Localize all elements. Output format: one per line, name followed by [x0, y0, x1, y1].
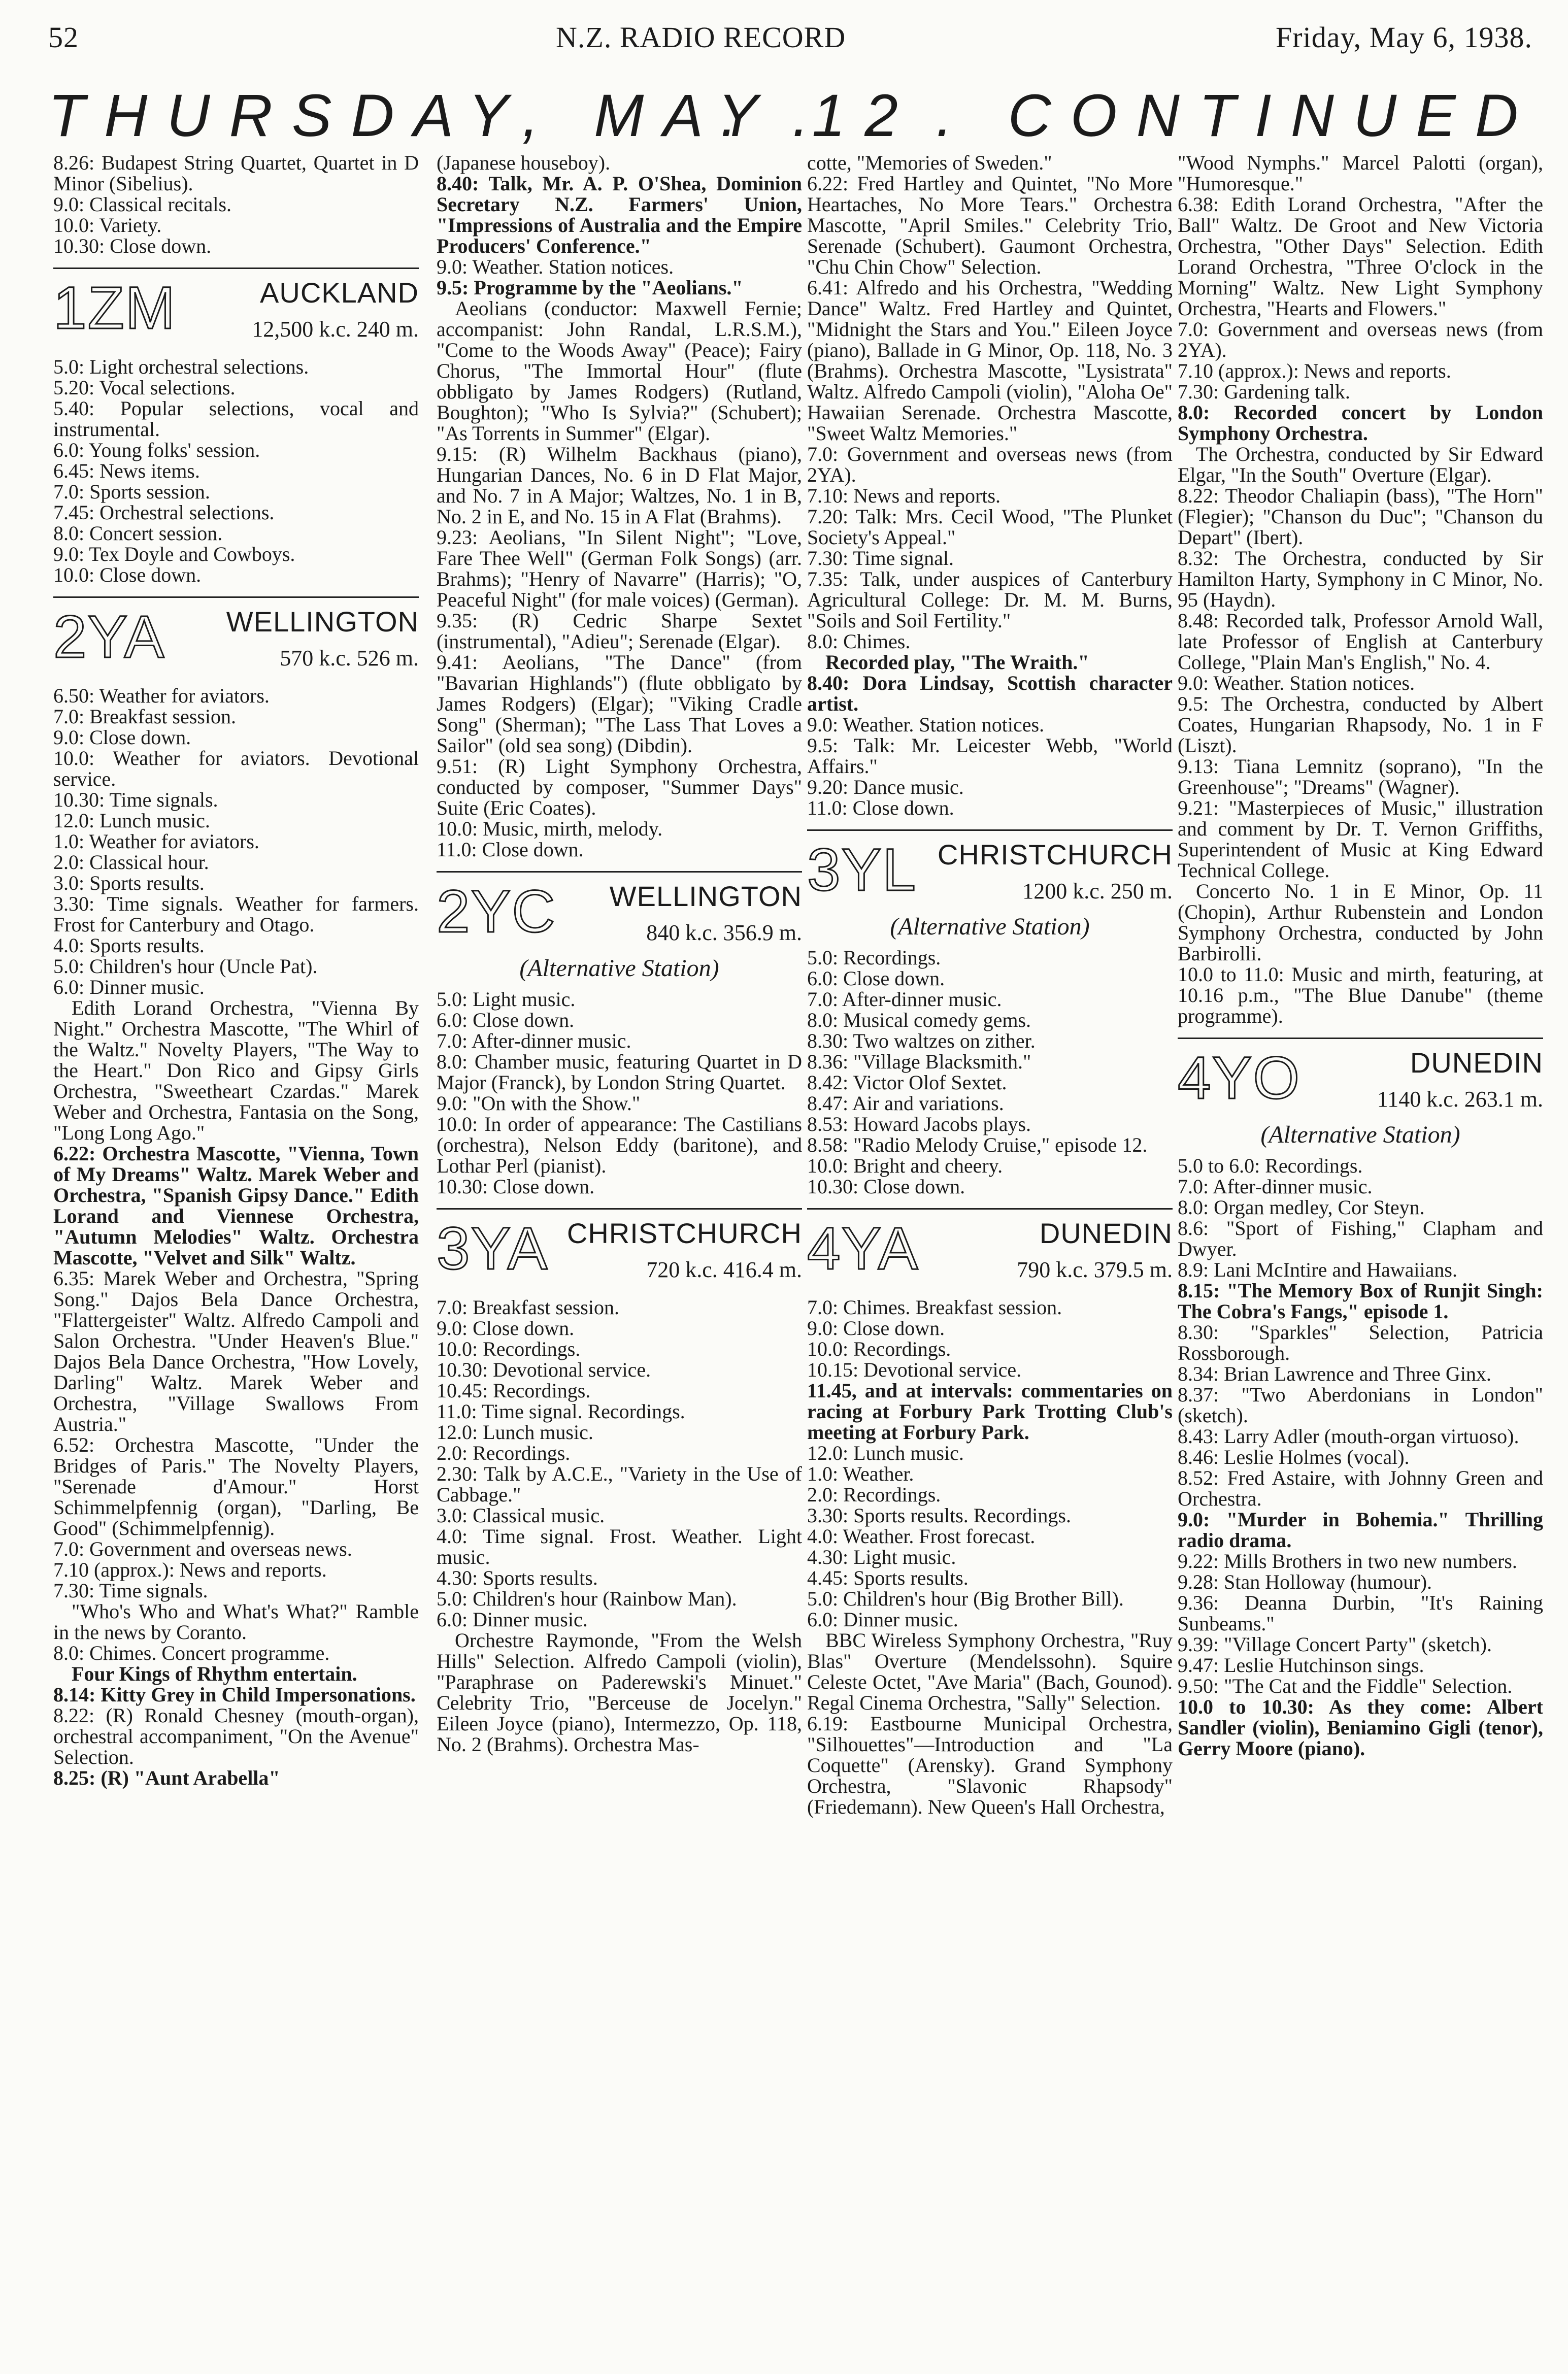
listing-item: 11.0: Close down.	[807, 796, 954, 819]
listing-item: 3.30: Time signals. Weather for farmers. Frost for Canterbury and Otago.	[53, 892, 419, 936]
listing-item: 10.0: Recordings.	[807, 1338, 951, 1360]
listing-item: 7.30: Gardening talk.	[1178, 380, 1350, 403]
listing-item: 9.0: Close down.	[53, 726, 191, 749]
listing-item: 9.0: Tex Doyle and Cowboys.	[53, 543, 295, 565]
listing-item: 8.43: Larry Adler (mouth-organ virtuoso).	[1178, 1425, 1519, 1448]
listing-item: 10.0: Weather for aviators. Devotional service.	[53, 747, 419, 790]
listing-item: 9.28: Stan Holloway (humour).	[1178, 1570, 1432, 1593]
station-city: AUCKLAND	[260, 277, 419, 309]
listing-item: 7.0: Breakfast session.	[53, 705, 236, 728]
listing-item: 6.50: Weather for aviators.	[53, 684, 270, 707]
listing-item: 9.20: Dance music.	[807, 776, 964, 798]
station-frequency: 12,500 k.c. 240 m.	[252, 317, 419, 342]
listing-item: 8.0: Chimes.	[807, 630, 911, 653]
listing-item: 6.0: Dinner music.	[807, 1608, 958, 1631]
listing-item: 5.0: Light music.	[437, 988, 576, 1011]
listing-item: 12.0: Lunch music.	[807, 1442, 964, 1464]
station-callsign: 3YL	[807, 837, 917, 904]
listing-item: 8.0: Musical comedy gems.	[807, 1009, 1031, 1031]
listing-item: 8.58: "Radio Melody Cruise," episode 12.	[807, 1133, 1148, 1156]
listing-item: 5.40: Popular selections, vocal and instrumental.	[53, 397, 419, 441]
listing-item: 7.30: Time signals.	[53, 1579, 208, 1602]
listing-item: 10.0 to 11.0: Music and mirth, featuring, at 10.16 p.m., "The Blue Danube" (theme programme).	[1178, 963, 1543, 1027]
listing-item: 8.47: Air and variations.	[807, 1092, 1004, 1115]
listing-item: 2.0: Classical hour.	[53, 851, 209, 874]
station-callsign: 2YC	[437, 878, 556, 945]
station-frequency: 570 k.c. 526 m.	[280, 646, 419, 671]
listing-item: 5.0: Recordings.	[807, 946, 941, 969]
station-header-1zm	[53, 268, 419, 349]
listing-item: 8.15: "The Memory Box of Runjit Singh: The Cobra's Fangs," episode 1.	[1178, 1279, 1543, 1323]
station-callsign: 4YA	[807, 1215, 919, 1282]
station-callsign: 3YA	[437, 1215, 549, 1282]
listing-item: 5.0: Children's hour (Rainbow Man).	[437, 1587, 737, 1610]
listing-item: 9.47: Leslie Hutchinson sings.	[1178, 1654, 1424, 1677]
listing-detail: Four Kings of Rhythm entertain.	[72, 1662, 357, 1685]
station-city: CHRISTCHURCH	[937, 839, 1173, 871]
listing-item: 9.36: Deanna Durbin, "It's Raining Sunbeams."	[1178, 1591, 1543, 1635]
listing-item: 9.35: (R) Cedric Sharpe Sextet (instrumental), "Adieu"; Serenade (Elgar).	[437, 609, 802, 653]
listing-item: 7.10 (approx.): News and reports.	[1178, 359, 1451, 382]
listing-item: 8.53: Howard Jacobs plays.	[807, 1113, 1031, 1135]
listing-item: 5.0: Light orchestral selections.	[53, 355, 309, 378]
listing-item: 9.50: "The Cat and the Fiddle" Selection.	[1178, 1675, 1513, 1697]
listing-item: 9.0: Weather. Station notices.	[1178, 672, 1415, 694]
dinner-music-details: Edith Lorand Orchestra, "Vienna By Night." Orchestra Mascotte, "The Whirl of the Waltz." Novelty Players, "The Way to the Heart." Don Rico and Gipsy Girls Orchestra, "Sweetheart Czardas." Marek Weber and Orchestra, Fantasia on the Song, "Long Long Ago."	[53, 996, 419, 1144]
day-heading	[48, 81, 1538, 147]
listing-item: 4.45: Sports results.	[807, 1566, 969, 1589]
station-header-2yc	[437, 871, 802, 953]
listing-item: 4.30: Sports results.	[437, 1566, 598, 1589]
masthead: N.Z. RADIO RECORD	[556, 21, 846, 54]
listing-item: 9.22: Mills Brothers in two new numbers.	[1178, 1550, 1517, 1573]
alternative-station-note: (Alternative Station)	[890, 913, 1090, 940]
listing-item: 9.13: Tiana Lemnitz (soprano), "In the Greenhouse"; "Dreams" (Wagner).	[1178, 755, 1543, 798]
station-city: DUNEDIN	[1410, 1047, 1543, 1079]
listing-item: 10.30: Devotional service.	[437, 1358, 651, 1381]
station-city: DUNEDIN	[1039, 1217, 1173, 1249]
column-2	[437, 152, 802, 1755]
station-header-3ya	[437, 1208, 802, 1290]
listing-item: 2.0: Recordings.	[807, 1483, 941, 1506]
listing-item: 8.34: Brian Lawrence and Three Ginx.	[1178, 1362, 1491, 1385]
listing-item: 9.39: "Village Concert Party" (sketch).	[1178, 1633, 1492, 1656]
listing-item: 6.0: Close down.	[437, 1009, 575, 1031]
listing-item: 10.0: In order of appearance: The Castilians (orchestra), Nelson Eddy (baritone), and Lothar Perl (pianist).	[437, 1113, 802, 1177]
listing-item: 8.22: (R) Ronald Chesney (mouth-organ), orchestral accompaniment, "On the Avenue" Selection.	[53, 1704, 419, 1768]
listing-item: 11.0: Time signal. Recordings.	[437, 1400, 685, 1423]
listing-item: 7.0: After-dinner music.	[807, 988, 1002, 1011]
listing-detail: "Who's Who and What's What?" Ramble in the news by Coranto.	[53, 1600, 419, 1644]
listing-item: 9.0: Weather. Station notices.	[437, 255, 674, 278]
listing-item: 8.36: "Village Blacksmith."	[807, 1050, 1031, 1073]
station-frequency: 1140 k.c. 263.1 m.	[1377, 1087, 1543, 1112]
day-heading-right: . . . . CONTINUED	[720, 82, 1538, 149]
listing-item: 9.0: Weather. Station notices.	[807, 713, 1045, 736]
listing-item: 10.0: Close down.	[53, 563, 202, 586]
listing-item: 5.20: Vocal selections.	[53, 376, 236, 399]
listing-item: 9.23: Aeolians, "In Silent Night"; "Love, Fare Thee Well" (German Folk Songs) (arr. Brahms); "Henry of Navarre" (Harris); "O, Peaceful Night" (for male voices) (German).	[437, 526, 802, 611]
station-header-4yo	[1178, 1038, 1543, 1119]
listing-item: 8.26: Budapest String Quartet, Quartet in D Minor (Sibelius).	[53, 151, 419, 195]
listing-item: 7.10 (approx.): News and reports.	[53, 1558, 327, 1581]
listing-item: 2.30: Talk by A.C.E., "Variety in the Use of Cabbage."	[437, 1462, 802, 1506]
dinner-music-details: BBC Wireless Symphony Orchestra, "Ruy Blas" Overture (Mendelssohn). Squire Celeste Octet, "Ave Maria" (Bach, Gounod). Regal Cinema Orchestra, "Sally" Selection.	[807, 1629, 1173, 1714]
listing-item: 8.22: Theodor Chaliapin (bass), "The Horn" (Flegier); "Chanson du Duc"; "Chanson du Depart" (Ibert).	[1178, 484, 1543, 549]
listing-item: 8.32: The Orchestra, conducted by Sir Hamilton Harty, Symphony in C Minor, No. 95 (Haydn).	[1178, 547, 1543, 611]
listing-item: 6.19: Eastbourne Municipal Orchestra, "Silhouettes"—Introduction and "La Coquette" (Arensky). Grand Symphony Orchestra, "Slavonic Rhapsody" (Friedemann). New Queen's Hall Orchestra,	[807, 1712, 1173, 1818]
station-header-2ya	[53, 596, 419, 678]
listing-item: 6.35: Marek Weber and Orchestra, "Spring Song." Dajos Bela Dance Orchestra, "Flattergeister" Waltz. Alfredo Campoli and Salon Orchestra. "Under Heaven's Blue." Dajos Bela Dance Orchestra, "How Lovely, Darling" Waltz. Marek Weber and Orchestra, "Village Swallows From Austria."	[53, 1267, 419, 1435]
listing-item: 6.0: Dinner music.	[437, 1608, 588, 1631]
listing-item: 12.0: Lunch music.	[437, 1421, 593, 1444]
listing-item: 6.41: Alfredo and his Orchestra, "Wedding Dance" Waltz. Fred Hartley and Quintet, "Midnight the Stars and You." Eileen Joyce (piano), Ballade in G Minor, Op. 118, No. 3 (Brahms). Orchestra Mascotte, "Lysistrata" Waltz. Alfredo Campoli (violin), "Aloha Oe" Hawaiian Serenade. Orchestra Mascotte, "Sweet Waltz Memories."	[807, 276, 1173, 445]
station-city: WELLINGTON	[226, 606, 419, 638]
station-callsign: 2YA	[53, 604, 165, 671]
listing-item: 9.15: (R) Wilhelm Backhaus (piano), Hungarian Dances, No. 6 in D Flat Major, and No. 7 in A Major; Waltzes, No. 1 in B, No. 2 in E, and No. 15 in A Flat (Brahms).	[437, 443, 802, 528]
listing-item: 8.37: "Two Aberdonians in London" (sketch).	[1178, 1383, 1543, 1427]
listing-item: 7.0: Breakfast session.	[437, 1296, 619, 1319]
listing-item: 9.0: "Murder in Bohemia." Thrilling radio drama.	[1178, 1508, 1543, 1552]
listing-item: 7.0: Government and overseas news.	[53, 1537, 352, 1560]
listing-item: 6.0: Dinner music.	[53, 976, 205, 998]
listing-item: 9.51: (R) Light Symphony Orchestra, conducted by composer, "Summer Days" Suite (Eric Coates).	[437, 755, 802, 819]
listing-item: 10.0: Music, mirth, melody.	[437, 817, 663, 840]
listing-detail: Concerto No. 1 in E Minor, Op. 11 (Chopin), Arthur Rubenstein and London Symphony Orchestra, conducted by John Barbirolli.	[1178, 880, 1543, 965]
listing-item: 9.5: The Orchestra, conducted by Albert Coates, Hungarian Rhapsody, No. 1 in F (Liszt).	[1178, 692, 1543, 757]
listing-item: 8.0: Organ medley, Cor Steyn.	[1178, 1196, 1425, 1219]
listing-item: 9.5: Talk: Mr. Leicester Webb, "World Affairs."	[807, 734, 1173, 778]
listing-item: 7.0: After-dinner music.	[437, 1029, 631, 1052]
listing-item: 12.0: Lunch music.	[53, 809, 210, 832]
listing-item: 8.48: Recorded talk, Professor Arnold Wall, late Professor of English at Canterbury College, "Plain Man's English," No. 4.	[1178, 609, 1543, 674]
day-heading-left: THURSDAY, MAY 12	[48, 82, 917, 149]
listing-item: 8.0: Recorded concert by London Symphony Orchestra.	[1178, 401, 1543, 445]
listing-item: 7.30: Time signal.	[807, 547, 954, 570]
listing-item: 10.0: Variety.	[53, 214, 162, 237]
listing-item: 5.0 to 6.0: Recordings.	[1178, 1154, 1363, 1177]
listing-item: 7.35: Talk, under auspices of Canterbury Agricultural College: Dr. M. M. Burns, "Soils and Soil Fertility."	[807, 567, 1173, 632]
listing-item: 4.0: Weather. Frost forecast.	[807, 1525, 1036, 1548]
listing-item: 4.0: Sports results.	[53, 934, 205, 957]
listing-item: 10.30: Time signals.	[53, 788, 218, 811]
listing-item: 10.45: Recordings.	[437, 1379, 591, 1402]
listing-item: 10.0: Bright and cheery.	[807, 1154, 1003, 1177]
station-callsign: 4YO	[1178, 1045, 1301, 1112]
listing-item: 8.40: Talk, Mr. A. P. O'Shea, Dominion Secretary N.Z. Farmers' Union, "Impressions of Australia and the Empire Producers' Conference."	[437, 172, 802, 257]
listing-item: 8.6: "Sport of Fishing," Clapham and Dwyer.	[1178, 1217, 1543, 1260]
listing-item: 9.0: Classical recitals.	[53, 193, 232, 216]
listing-detail: The Orchestra, conducted by Sir Edward Elgar, "In the South" Overture (Elgar).	[1178, 443, 1543, 486]
listing-item: 10.15: Devotional service.	[807, 1358, 1022, 1381]
listing-item: 7.0: After-dinner music.	[1178, 1175, 1373, 1198]
listing-item: 9.0: Close down.	[437, 1317, 575, 1340]
listing-item: 7.20: Talk: Mrs. Cecil Wood, "The Plunket Society's Appeal."	[807, 505, 1173, 549]
listing-item: 3.0: Classical music.	[437, 1504, 605, 1527]
station-frequency: 790 k.c. 379.5 m.	[1017, 1257, 1173, 1282]
listing-item: 5.0: Children's hour (Uncle Pat).	[53, 955, 318, 978]
listing-item: 8.42: Victor Olof Sextet.	[807, 1071, 1007, 1094]
listing-item: 8.46: Leslie Holmes (vocal).	[1178, 1446, 1410, 1468]
station-city: CHRISTCHURCH	[566, 1217, 802, 1249]
alternative-station-note: (Alternative Station)	[1260, 1121, 1460, 1148]
listing-item: 1.0: Weather for aviators.	[53, 830, 259, 853]
listing-item: 10.30: Close down.	[437, 1175, 595, 1198]
listing-item: 8.14: Kitty Grey in Child Impersonations.	[53, 1683, 416, 1706]
listing-item: (Japanese houseboy).	[437, 151, 611, 174]
listing-item: cotte, "Memories of Sweden."	[807, 151, 1052, 174]
station-header-3yl	[807, 829, 1173, 911]
listing-item: 10.0: Recordings.	[437, 1338, 581, 1360]
listing-item: 8.40: Dora Lindsay, Scottish character artist.	[807, 672, 1173, 715]
alternative-station-note: (Alternative Station)	[519, 955, 719, 982]
listing-item: 1.0: Weather.	[807, 1462, 914, 1485]
station-frequency: 720 k.c. 416.4 m.	[646, 1257, 802, 1282]
listing-item: 6.22: Orchestra Mascotte, "Vienna, Town of My Dreams" Waltz. Marek Weber and Orchestra, "Spanish Gipsy Dance." Edith Lorand and Viennese Orchestra, "Autumn Melodies" Waltz. Orchestra Mascotte, "Velvet and Silk" Waltz.	[53, 1142, 419, 1269]
listing-item: 8.30: Two waltzes on zither.	[807, 1029, 1036, 1052]
station-frequency: 840 k.c. 356.9 m.	[646, 920, 802, 945]
listing-item: 6.52: Orchestra Mascotte, "Under the Bridges of Paris." The Novelty Players, "Serenade d'Amour." Horst Schimmelpfennig (organ), "Darling, Be Good" (Schimmelpfennig).	[53, 1433, 419, 1540]
listing-item: 6.45: News items.	[53, 459, 200, 482]
station-callsign: 1ZM	[53, 275, 176, 342]
listing-item: 7.0: Government and overseas news (from 2YA).	[807, 443, 1173, 486]
listing-item: 9.0: Close down.	[807, 1317, 945, 1340]
listing-item: "Wood Nymphs." Marcel Palotti (organ), "Humoresque."	[1178, 151, 1543, 195]
listing-item: 6.0: Young folks' session.	[53, 439, 260, 461]
listing-item: 9.0: "On with the Show."	[437, 1092, 641, 1115]
column-1	[53, 152, 419, 1788]
listing-item: 8.0: Chamber music, featuring Quartet in D Major (Franck), by London String Quartet.	[437, 1050, 802, 1094]
listing-item: 4.0: Time signal. Frost. Weather. Light music.	[437, 1525, 802, 1568]
listing-item: 10.30: Close down.	[53, 235, 212, 257]
listing-item: 8.30: "Sparkles" Selection, Patricia Rossborough.	[1178, 1321, 1543, 1364]
listing-item: 6.0: Close down.	[807, 967, 945, 990]
listing-item: 4.30: Light music.	[807, 1546, 956, 1568]
listing-item: 7.0: Government and overseas news (from 2YA).	[1178, 318, 1543, 361]
listing-item: 7.10: News and reports.	[807, 484, 1001, 507]
listing-item: 8.9: Lani McIntire and Hawaiians.	[1178, 1258, 1457, 1281]
listing-detail: Recorded play, "The Wraith."	[825, 651, 1089, 674]
listing-item: 9.5: Programme by the "Aeolians."	[437, 276, 743, 299]
listing-item: 8.52: Fred Astaire, with Johnny Green and Orchestra.	[1178, 1466, 1543, 1510]
column-4	[1178, 152, 1543, 1759]
listing-item: 5.0: Children's hour (Big Brother Bill).	[807, 1587, 1124, 1610]
page-header	[48, 15, 1532, 61]
listing-item: 2.0: Recordings.	[437, 1442, 571, 1464]
listing-item: 3.30: Sports results. Recordings.	[807, 1504, 1071, 1527]
column-3	[807, 152, 1173, 1817]
listing-item: 7.45: Orchestral selections.	[53, 501, 275, 524]
dinner-music-details: Orchestre Raymonde, "From the Welsh Hills" Selection. Alfredo Campoli (violin), "Paraphrase on Paderewski's Minuet." Celebrity Trio, "Berceuse de Jocelyn." Eileen Joyce (piano), Intermezzo, Op. 118, No. 2 (Brahms). Orchestra Mas-	[437, 1629, 802, 1756]
listing-item: 11.0: Close down.	[437, 838, 584, 861]
listing-item: 8.25: (R) "Aunt Arabella"	[53, 1766, 280, 1789]
listing-item: 8.0: Chimes. Concert programme.	[53, 1642, 330, 1664]
listing-item: 10.0 to 10.30: As they come: Albert Sandler (violin), Beniamino Gigli (tenor), Gerry Moore (piano).	[1178, 1695, 1543, 1760]
listing-item: 8.0: Concert session.	[53, 522, 223, 545]
listing-item: 7.0: Sports session.	[53, 480, 210, 503]
listing-item: 9.41: Aeolians, "The Dance" (from "Bavarian Highlands") (flute obbligato by James Rodgers) (Elgar); "Viking Cradle Song" (Sherman); "The Lass That Loves a Sailor" (old sea song) (Dibdin).	[437, 651, 802, 757]
page-number: 52	[48, 21, 79, 54]
issue-date: Friday, May 6, 1938.	[1276, 21, 1532, 54]
station-city: WELLINGTON	[609, 880, 802, 912]
listing-item: 10.30: Close down.	[807, 1175, 965, 1198]
station-header-4ya	[807, 1208, 1173, 1290]
listing-item: 7.0: Chimes. Breakfast session.	[807, 1296, 1062, 1319]
listing-detail: Aeolians (conductor: Maxwell Fernie; accompanist: John Randal, L.R.S.M.), "Come to the Woods Away" (Peace); Fairy Chorus, "The Immortal Hour" (flute obbligato by James Rodgers) (Rutland, Boughton); "Who Is Sylvia?" (Schubert); "As Torrents in Summer" (Elgar).	[437, 297, 802, 445]
listing-item: 3.0: Sports results.	[53, 872, 205, 894]
listing-item: 9.21: "Masterpieces of Music," illustration and comment by Dr. T. Vernon Griffiths, Superintendent of Music at King Edward Technical College.	[1178, 796, 1543, 882]
station-frequency: 1200 k.c. 250 m.	[1022, 879, 1173, 904]
listing-item: 11.45, and at intervals: commentaries on racing at Forbury Park Trotting Club's meeting at Forbury Park.	[807, 1379, 1173, 1444]
listing-item: 6.22: Fred Hartley and Quintet, "No More Heartaches, No More Tears." Orchestra Mascotte, "April Smiles." Celebrity Trio, Serenade (Schubert). Gaumont Orchestra, "Chu Chin Chow" Selection.	[807, 172, 1173, 278]
listing-item: 6.38: Edith Lorand Orchestra, "After the Ball" Waltz. De Groot and New Victoria Orchestra, "Other Days" Selection. Edith Lorand Orchestra, "Three O'clock in the Morning" Waltz. New Light Symphony Orchestra, "Hearts and Flowers."	[1178, 193, 1543, 320]
